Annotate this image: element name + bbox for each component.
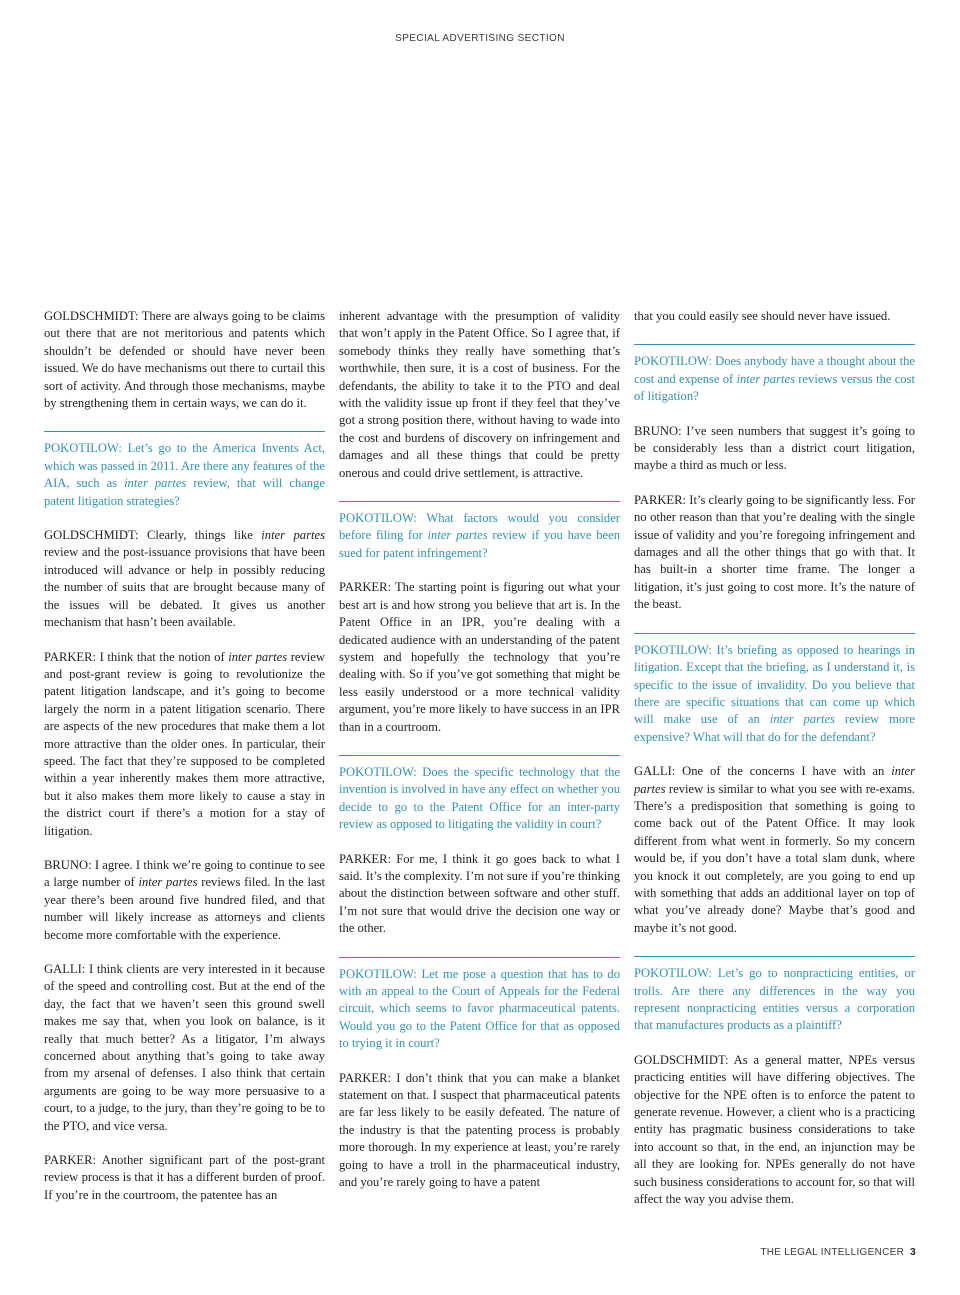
text-span: PARKER: It’s clearly going to be significantly less. For no other reason than that you’re dealing with the single issue of validity and you’re foregoing infringement and damages and all the other things that go with that. It has built-in a shorter time frame. The longer a litigation, it’s just going to cost more. It’s the nature of the beast. — [634, 492, 915, 612]
text-span: POKOTILOW: Let me pose a question that has to do with an appeal to the Court of Appeals for the Federal circuit, which seems to favor pharmaceutical patents. Would you go to the Patent Office for that as opposed to trying it in court? — [339, 966, 620, 1051]
italic-term: inter partes — [124, 476, 187, 491]
panelist-answer — [634, 308, 915, 325]
text-span: PARKER: I don’t think that you can make a blanket statement on that. I suspect that pharmaceutical patents are far less likely to be easily defeated. The nature of the industry is that the patenting process is probably more thorough. In my experience at least, you’re rarely going to have a troll in the pharmaceutical industry, and you’re rarely going to have a patent — [339, 1070, 620, 1190]
text-span: PARKER: I think that the notion of — [44, 649, 229, 664]
moderator-question — [339, 501, 620, 562]
text-span: review and post-grant review is going to revolutionize the patent litigation landscape, and it’s going to become largely the norm in a patent litigation scenario. There are aspects of the new procedures that make them a lot more attractive than the older ones. In particular, their speed. The fact that they’re supposed to be completed within a year inherently makes them more attractive, but it also makes them more likely to cause a stay in the district court if there’s a motion for a stay of litigation. — [44, 649, 325, 838]
italic-term: inter partes — [427, 528, 488, 543]
section-header: SPECIAL ADVERTISING SECTION — [395, 33, 565, 44]
panelist-answer — [44, 649, 325, 840]
italic-term: inter partes — [261, 528, 325, 543]
text-span: review and the post-issuance provisions that have been introduced will advance or help in possibly reducing the number of suits that are brought because many of the issues will be debated. It gives us another mechanism that hasn’t been available. — [44, 545, 325, 630]
panelist-answer — [634, 763, 915, 937]
moderator-question — [339, 957, 620, 1053]
text-span: review more expensive? What will that do for the defendant? — [634, 712, 915, 744]
panelist-answer — [339, 851, 620, 938]
text-span: reviews versus the cost of litigation? — [634, 371, 915, 404]
panelist-answer — [339, 579, 620, 736]
text-column-3 — [634, 308, 915, 1225]
text-span: that you could easily see should never have issued. — [634, 309, 891, 323]
text-span: review if you have been sued for patent infringement? — [339, 528, 621, 560]
text-span: review, that will change patent litigation strategies? — [44, 476, 325, 508]
text-span: POKOTILOW: Does the specific technology that the invention is involved in have any effect on whether you decide to go to the Patent Office for an inter-party review as opposed to litigating the validity in court? — [339, 764, 620, 832]
text-span: POKOTILOW: Let’s go to the America Invents Act, which was passed in 2011. Are there any features of the AIA, such as — [44, 441, 325, 491]
panelist-answer — [634, 423, 915, 475]
italic-term: inter partes — [228, 649, 288, 664]
text-span: POKOTILOW: It’s briefing as opposed to hearings in litigation. Except that the briefing, as I understand it, is specific to the issue of invalidity. Do you believe that there are specific situations that can come up which will make use of an — [634, 642, 915, 727]
text-span: PARKER: Another significant part of the post-grant review process is that it has a different burden of proof. If you’re in the courtroom, the patentee has an — [44, 1153, 325, 1202]
italic-term: inter partes — [769, 712, 835, 727]
text-span: POKOTILOW: What factors would you consider before filing for — [339, 511, 620, 543]
text-column-1 — [44, 308, 325, 1221]
text-span: GOLDSCHMIDT: There are always going to be claims out there that are not meritorious and patents which shouldn’t be defended or should have never been issued. We do have mechanisms out there to curtail this sort of activity. And through those mechanisms, maybe by strengthening them in certain ways, we can do it. — [44, 309, 325, 411]
text-span: GOLDSCHMIDT: Clearly, things like — [44, 528, 262, 543]
panelist-answer — [44, 308, 325, 412]
text-span: PARKER: The starting point is figuring out what your best art is and how strong you believe that art is. In the Patent Office in an IPR, you’re dealing with a dedicated audience with an understanding of the patent system and hopefully the technology that you’re dealing with. So if you’ve got something that might be less easily understood or a more technical validity argument, you’re more likely to have success in an IPR than in a courtroom. — [339, 580, 620, 734]
panelist-answer — [634, 492, 915, 614]
panelist-answer — [44, 857, 325, 944]
italic-term: inter partes — [736, 371, 795, 386]
page-footer — [760, 1247, 916, 1258]
text-span: reviews filed. In the last year there’s been around five hundred filed, and that number will likely increase as attorneys and clients become more comfortable with the experience. — [44, 875, 326, 942]
text-span: PARKER: For me, I think it go goes back to what I said. It’s the complexity. I’m not sure if you’re thinking about the distinction between software and other stuff. I’m not sure that would drive the decision one way or the other. — [339, 851, 620, 936]
moderator-question — [44, 431, 325, 510]
publication-name: THE LEGAL INTELLIGENCER — [760, 1247, 905, 1258]
text-span: inherent advantage with the presumption of validity that won’t apply in the Patent Office. So I agree that, if somebody thinks they really have something that’s worthwhile, then sure, it is a cost of business. For the defendants, the ability to take it to the PTO and deal with the validity issue up front if they feel that they’ve got a strong position there, without having to wade into the cost and burdens of discovery on infringement and damages and all these things that could be pretty onerous and could drive settlement, is attractive. — [339, 309, 620, 480]
text-span: review is similar to what you see with re-exams. There’s a predisposition that something is going to come back out of the Patent Office. It may look different from what went in formerly. So my concern would be, if you don’t have a total slam dunk, where you knock it out completely, are you going to end up with something that adds an additional layer on top of what you’ve already done? Maybe that’s good and maybe it’s not good. — [634, 781, 915, 935]
text-span: GOLDSCHMIDT: As a general matter, NPEs versus practicing entities will have differing objectives. The objective for the NPE often is to enforce the patent to generate revenue. However, a client who is a practicing entity has pragmatic business considerations to take into account so that, in the end, an injunction may be all they are looking for. NPEs generally do not have such business considerations to account for, so that will affect the way you advise them. — [634, 1052, 915, 1207]
page-number: 3 — [910, 1247, 916, 1258]
italic-term: inter partes — [138, 875, 198, 890]
moderator-question — [634, 956, 915, 1035]
italic-term: inter partes — [634, 764, 915, 796]
moderator-question — [634, 633, 915, 746]
text-span: BRUNO: I’ve seen numbers that suggest it’s going to be considerably less than a district court litigation, maybe a third as much or less. — [634, 423, 915, 473]
moderator-question — [634, 344, 915, 405]
panelist-answer — [44, 527, 325, 631]
panelist-answer — [634, 1052, 915, 1209]
panelist-answer — [44, 961, 325, 1135]
panelist-answer — [339, 1070, 620, 1192]
moderator-question — [339, 755, 620, 834]
panelist-answer — [44, 1152, 325, 1204]
panelist-answer — [339, 308, 620, 482]
text-span: POKOTILOW: Does anybody have a thought about the cost and expense of — [634, 354, 915, 386]
text-span: BRUNO: I agree. I think we’re going to continue to see a large number of — [44, 857, 325, 890]
text-column-2 — [339, 308, 620, 1208]
text-span: POKOTILOW: Let’s go to nonpracticing entities, or trolls. Are there any differences in the way you represent nonpracticing entities versus a corporation that manufactures products as a plaintiff? — [634, 966, 915, 1033]
text-span: GALLI: I think clients are very interested in it because of the speed and controlling cost. But at the end of the day, the fact that we haven’t seen this ground swell makes me say that, when you look on balance, is it really that much better? As a litigator, I’m always concerned about anything that’s going to take away from my arsenal of defenses. I also think that certain arguments are going to be way more persuasive to a court, to a judge, to the jury, than they’re going to be to the PTO, and vice versa. — [44, 962, 325, 1133]
text-span: GALLI: One of the concerns I have with an — [634, 764, 892, 779]
